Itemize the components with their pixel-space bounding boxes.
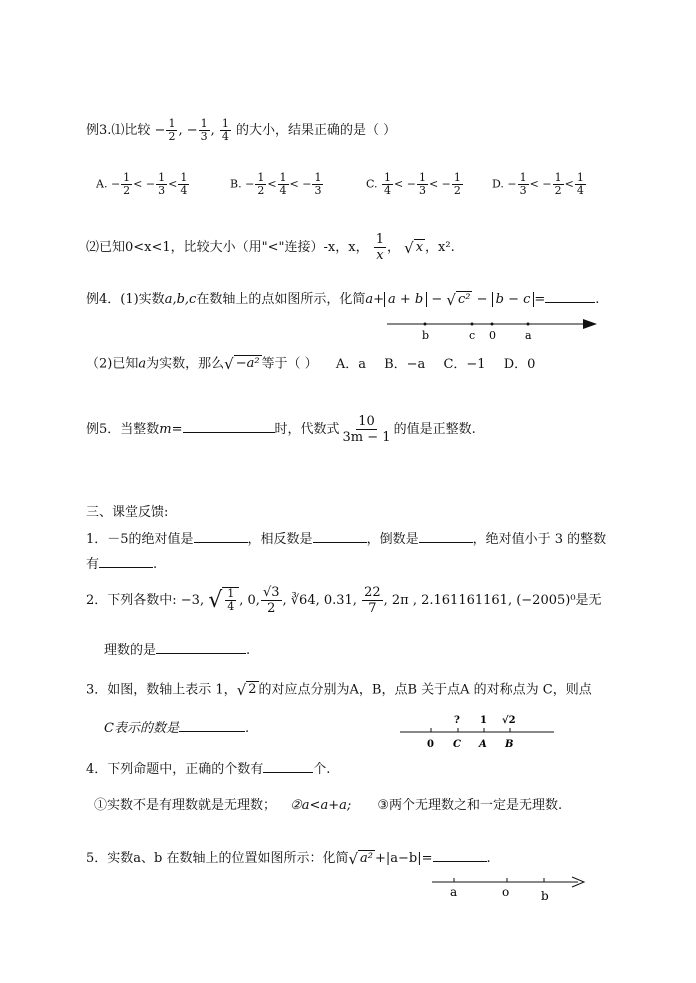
answer-blank[interactable] bbox=[183, 419, 275, 433]
sqrt-x: √ x bbox=[404, 238, 424, 257]
ex3-suffix: 的大小，结果正确的是（ ） bbox=[236, 123, 397, 138]
axis-label-0: 0 bbox=[489, 329, 496, 342]
number-line-ex4 bbox=[385, 314, 600, 342]
number-line-q5 bbox=[430, 872, 590, 904]
choice-d[interactable]: D．0 bbox=[503, 356, 536, 372]
answer-blank[interactable] bbox=[419, 529, 473, 543]
answer-blank[interactable] bbox=[194, 529, 248, 543]
choice-c[interactable]: C．−1 bbox=[443, 356, 486, 372]
axis-top-sqrt2: √2 bbox=[502, 715, 516, 726]
q3-line1: 3．如图，数轴上表示 1， √ 2 的对应点分别为A，B，点B 关于点A 的对称点为 C，则点 bbox=[86, 681, 592, 699]
ex3-option-a: A. − $\frac{1}{2}$ < − $\frac{1}{3}$ < $\frac{1}{4}$ bbox=[96, 171, 188, 197]
axis-top-1: 1 bbox=[480, 715, 487, 726]
axis-label-0: 0 bbox=[427, 739, 434, 750]
q2-line1: 2．下列各数中: −3, √ $\frac{1}{4}$ , 0, $\frac{√3}{2}$ , ∛64, 0.31, $\frac{22}{7}$ , 2π , 2.161161161, (−2005)⁰是无 bbox=[86, 585, 602, 616]
ex3-part2: ⑵已知0<x<1，比较大小（用"<"连接）-x，x， $\frac{1}{x}$ ， √ x ，x². bbox=[86, 232, 455, 263]
ex3-option-c: C. $\frac{1}{4}$ < − $\frac{1}{3}$ < − $\frac{1}{2}$ bbox=[366, 171, 461, 197]
frac-1-2: $\frac{1}{2}$ bbox=[168, 117, 176, 143]
ex3-option-d: D. − $\frac{1}{3}$ < − $\frac{1}{2}$ < $\frac{1}{4}$ bbox=[492, 171, 584, 197]
axis-label-a: a bbox=[525, 329, 532, 342]
ex4-part2: （2)已知a为实数，那么 √ −a² 等于（ ） A．a B．−a C．−1 D．0 bbox=[86, 355, 536, 373]
axis-label-c: c bbox=[469, 329, 476, 342]
q1-line2: 有 . bbox=[86, 554, 157, 574]
answer-blank[interactable] bbox=[545, 289, 595, 303]
q5-line1: 5．实数a、b 在数轴上的位置如图所示：化简 √ a² +|a−b|= . bbox=[86, 849, 491, 868]
axis-label-b: b bbox=[541, 889, 549, 903]
answer-blank[interactable] bbox=[433, 848, 487, 862]
q4-line1: 4．下列命题中，正确的个数有 个. bbox=[86, 759, 330, 779]
axis-label-o: o bbox=[502, 885, 510, 899]
choice-b[interactable]: B．−a bbox=[384, 356, 426, 372]
axis-top-q: ? bbox=[454, 715, 460, 726]
axis-label-a: a bbox=[450, 885, 458, 899]
frac-1-3: $\frac{1}{3}$ bbox=[200, 117, 208, 143]
axis-label-B: B bbox=[505, 739, 514, 750]
answer-blank[interactable] bbox=[99, 554, 153, 568]
section-heading: 三、课堂反馈: bbox=[86, 505, 169, 520]
frac-1-4: $\frac{1}{4}$ bbox=[221, 117, 229, 143]
frac-1-x: $\frac{1}{x}$ bbox=[375, 232, 384, 263]
answer-blank[interactable] bbox=[263, 759, 313, 773]
ex4-part1: 例4．(1)实数a,b,c在数轴上的点如图所示，化简a+ a + b − √ c² − b − c = . bbox=[86, 290, 600, 309]
ex5: 例5．当整数m= 时，代数式 $\frac{10}{3m - 1}$ 的值是正整数. bbox=[86, 414, 476, 445]
q1-line1: 1．－5的绝对值是 ，相反数是 ，倒数是 ，绝对值小于 3 的整数 bbox=[86, 529, 606, 549]
answer-blank[interactable] bbox=[179, 718, 245, 732]
axis-label-b: b bbox=[422, 329, 430, 342]
q4-item-1: ①实数不是有理数就是无理数； bbox=[94, 798, 277, 813]
q3-line2: C表示的数是 . bbox=[104, 718, 249, 738]
ex3-prefix: 例3.⑴比较 bbox=[86, 123, 151, 138]
q4-item-2: ②a<a+a; bbox=[290, 798, 352, 813]
q4-item-3: ③两个无理数之和一定是无理数. bbox=[377, 798, 563, 813]
ex3-option-b: B. − $\frac{1}{2}$ < $\frac{1}{4}$ < − $\frac{1}{3}$ bbox=[230, 171, 322, 197]
axis-label-C: C bbox=[453, 739, 461, 750]
q2-line2: 理数的是 . bbox=[104, 640, 250, 660]
frac-10-3m-1: $\frac{10}{3m - 1}$ bbox=[342, 414, 391, 445]
axis-label-A: A bbox=[479, 739, 487, 750]
answer-blank[interactable] bbox=[156, 640, 246, 654]
q4-items bbox=[94, 797, 562, 815]
ex3-part1: 例3.⑴比较 − $\frac{1}{2}$ , − $\frac{1}{3}$ , $\frac{1}{4}$ 的大小，结果正确的是（ ） bbox=[86, 117, 397, 143]
answer-blank[interactable] bbox=[313, 529, 367, 543]
choice-a[interactable]: A．a bbox=[335, 356, 366, 372]
number-line-q3 bbox=[398, 708, 558, 750]
